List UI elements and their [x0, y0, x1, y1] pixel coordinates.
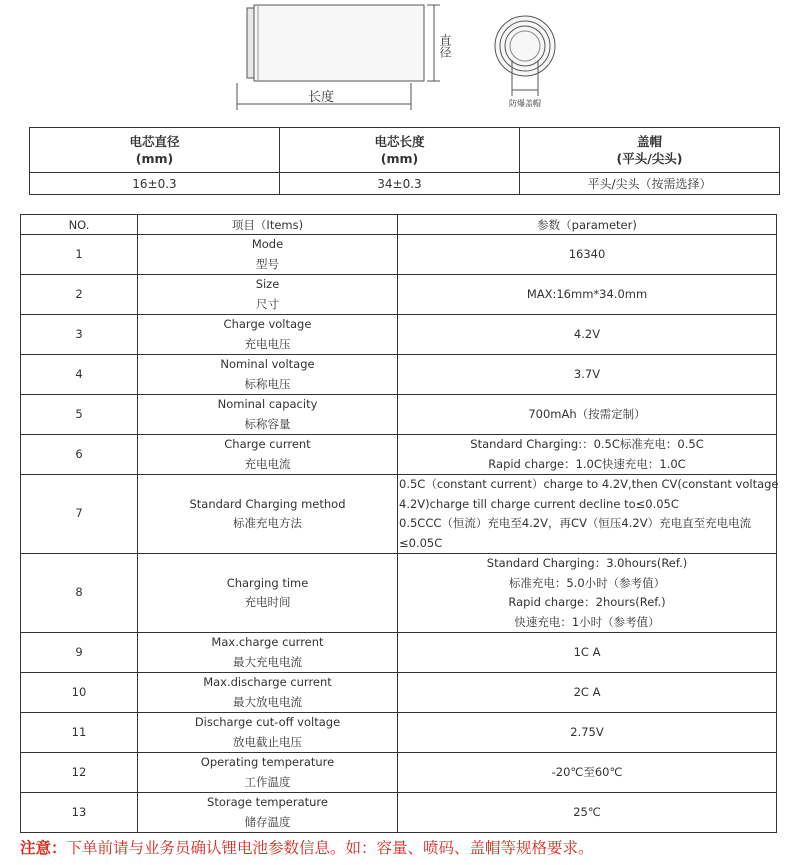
dimension-header-row — [30, 128, 780, 173]
parameter-line: 4.2V)charge till charge current decline to≤0.05C — [399, 496, 679, 511]
table-row — [21, 554, 777, 633]
parameter-line: ≤0.05C — [399, 535, 443, 550]
spec-header-row — [21, 215, 777, 235]
cap-value: 平头/尖头（按需选择） — [520, 173, 780, 195]
item-name-en: Discharge cut-off voltage — [194, 715, 341, 729]
table-row — [21, 673, 777, 713]
row-number: 3 — [21, 315, 138, 355]
parameter-line: 快速充电：1小时（参考值） — [514, 614, 660, 629]
diameter-header: 电芯直径 (mm) — [30, 128, 280, 173]
parameter-cell — [398, 753, 777, 793]
item-name-cn: 最大放电电流 — [233, 694, 302, 709]
cap-header: 盖帽 (平头/尖头) — [520, 128, 780, 173]
diameter-value: 16±0.3 — [30, 173, 280, 195]
row-number: 10 — [21, 673, 138, 713]
item-name-en: Nominal voltage — [220, 357, 315, 371]
parameter-line: Standard Charging:：0.5C标准充电：0.5C — [470, 437, 704, 451]
parameter-cell — [398, 435, 777, 475]
item-cell — [138, 235, 398, 275]
battery-dimension-drawing — [220, 0, 580, 118]
parameter-line: 16340 — [568, 246, 606, 261]
item-name-en: Nominal capacity — [217, 397, 318, 411]
table-row — [21, 633, 777, 673]
table-row — [21, 753, 777, 793]
item-name-en: Size — [255, 277, 280, 291]
parameter-cell — [398, 315, 777, 355]
item-cell — [138, 275, 398, 315]
item-cell — [138, 753, 398, 793]
battery-side-view — [247, 5, 424, 81]
parameter-cell — [398, 475, 777, 554]
row-number: 7 — [21, 475, 138, 554]
parameter-cell — [398, 554, 777, 633]
item-cell — [138, 633, 398, 673]
item-name-en: Max.charge current — [211, 635, 324, 649]
note-text: 下单前请与业务员确认锂电池参数信息。如：容量、喷码、盖帽等规格要求。 — [66, 839, 594, 857]
row-number: 8 — [21, 554, 138, 633]
table-row — [21, 355, 777, 395]
spec-table — [20, 214, 777, 833]
item-cell — [138, 355, 398, 395]
table-row — [21, 793, 777, 833]
parameter-cell — [398, 395, 777, 435]
header-items: 项目（Items) — [138, 215, 398, 235]
item-cell — [138, 435, 398, 475]
diameter-label: 直径 — [438, 34, 452, 58]
item-cell — [138, 475, 398, 554]
battery-end-view — [495, 16, 555, 96]
parameter-cell — [398, 235, 777, 275]
parameter-line: Standard Charging：3.0hours(Ref.) — [486, 556, 688, 570]
parameter-line: Rapid charge：1.0C快速充电：1.0C — [488, 456, 686, 471]
item-name-cn: 储存温度 — [244, 814, 291, 829]
header-no: NO. — [21, 215, 138, 235]
parameter-line: 700mAh（按需定制） — [528, 406, 646, 421]
item-cell — [138, 395, 398, 435]
dimension-table — [29, 127, 780, 195]
row-number: 5 — [21, 395, 138, 435]
item-cell — [138, 554, 398, 633]
row-number: 12 — [21, 753, 138, 793]
item-name-cn: 充电时间 — [244, 595, 291, 609]
parameter-cell — [398, 713, 777, 753]
table-row — [21, 435, 777, 475]
parameter-cell — [398, 275, 777, 315]
item-name-en: Max.discharge current — [203, 675, 332, 689]
table-row — [21, 275, 777, 315]
parameter-line: 25℃ — [573, 804, 601, 819]
item-name-en: Mode — [251, 237, 284, 251]
item-name-cn: 工作温度 — [244, 774, 291, 789]
item-name-cn: 充电电流 — [244, 456, 291, 471]
row-number: 1 — [21, 235, 138, 275]
item-name-en: Operating temperature — [200, 755, 335, 769]
item-cell — [138, 713, 398, 753]
row-number: 11 — [21, 713, 138, 753]
item-name-en: Charging time — [226, 575, 309, 590]
spec-body — [21, 235, 777, 833]
note-label: 注意： — [20, 838, 67, 857]
item-name-en: Standard Charging method — [189, 496, 346, 511]
item-name-cn: 标称电压 — [244, 376, 291, 391]
length-label: 长度 — [308, 90, 335, 105]
cap-label: 防爆盖帽 — [509, 99, 541, 108]
parameter-cell — [398, 673, 777, 713]
parameter-line: 0.5C（constant current）charge to 4.2V,then CV(constant voltage — [399, 477, 779, 491]
header-parameter: 参数（parameter) — [398, 215, 777, 235]
order-note — [20, 836, 594, 858]
item-name-en: Storage temperature — [207, 795, 328, 809]
item-name-cn: 标称容量 — [244, 416, 291, 431]
parameter-cell — [398, 633, 777, 673]
parameter-line: MAX:16mm*34.0mm — [526, 286, 648, 301]
item-name-en: Charge voltage — [223, 317, 312, 331]
item-cell — [138, 793, 398, 833]
table-row — [21, 395, 777, 435]
row-number: 4 — [21, 355, 138, 395]
parameter-line: -20℃至60℃ — [551, 764, 623, 779]
item-name-cn: 尺寸 — [256, 296, 279, 311]
parameter-line: 1C A — [573, 644, 601, 659]
table-row — [21, 235, 777, 275]
table-row — [21, 315, 777, 355]
item-cell — [138, 315, 398, 355]
parameter-line: Rapid charge：2hours(Ref.) — [508, 595, 666, 609]
item-name-en: Charge current — [224, 437, 311, 451]
parameter-line: 2C A — [573, 684, 601, 699]
parameter-line: 0.5CCC（恒流）充电至4.2V，再CV（恒压4.2V）充电直至充电电流 — [399, 516, 752, 530]
item-name-cn: 最大充电电流 — [233, 654, 302, 669]
item-name-cn: 标准充电方法 — [233, 516, 302, 530]
parameter-line: 3.7V — [573, 366, 601, 381]
item-name-cn: 充电电压 — [244, 336, 291, 351]
table-row — [21, 713, 777, 753]
parameter-line: 标准充电：5.0小时（参考值） — [508, 575, 666, 590]
row-number: 9 — [21, 633, 138, 673]
row-number: 13 — [21, 793, 138, 833]
length-header: 电芯长度 (mm) — [280, 128, 520, 173]
item-name-cn: 型号 — [256, 256, 279, 271]
item-cell — [138, 673, 398, 713]
parameter-cell — [398, 793, 777, 833]
table-row — [21, 475, 777, 554]
row-number: 6 — [21, 435, 138, 475]
length-value: 34±0.3 — [280, 173, 520, 195]
parameter-cell — [398, 355, 777, 395]
item-name-cn: 放电截止电压 — [233, 734, 302, 749]
dimension-value-row — [30, 173, 780, 195]
row-number: 2 — [21, 275, 138, 315]
parameter-line: 4.2V — [573, 326, 601, 341]
parameter-line: 2.75V — [570, 724, 604, 739]
